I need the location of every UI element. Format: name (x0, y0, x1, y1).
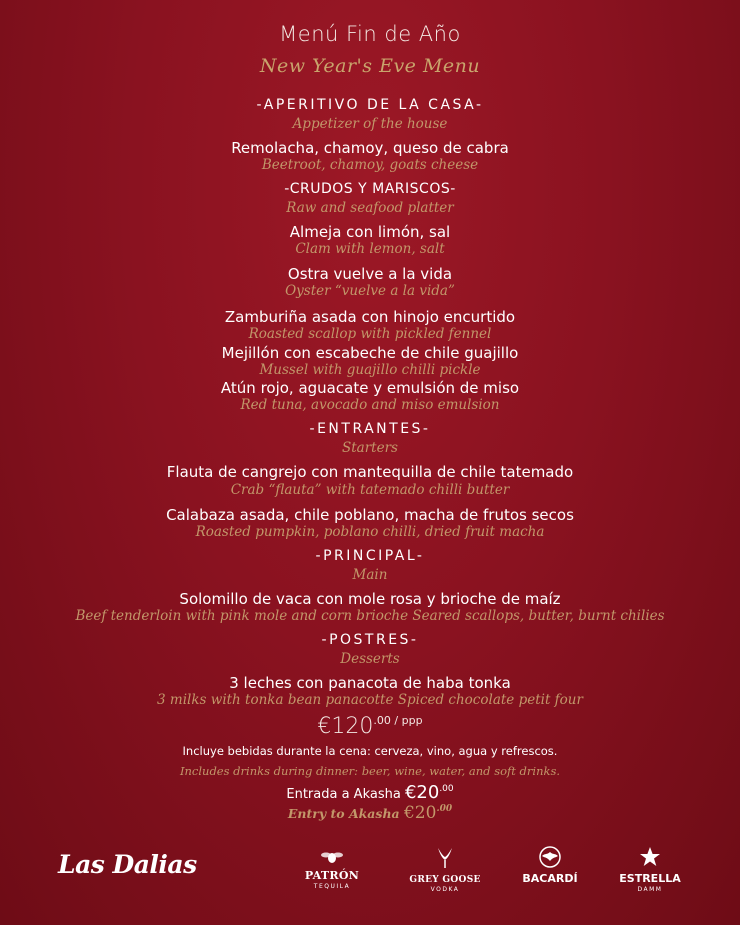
entry-label-en: Entry to Akasha (287, 806, 404, 821)
dish-translation: Clam with lemon, salt (295, 241, 445, 257)
dish-name: Atún rojo, aguacate y emulsión de miso (220, 379, 520, 397)
dish-name: Calabaza asada, chile poblano, macha de frutos secos (166, 506, 574, 524)
estrella-damm-logo (618, 846, 682, 893)
patron-subtitle: TEQUILA (313, 883, 351, 890)
grey-goose-logo (405, 846, 485, 893)
grey-goose-subtitle: VODKA (430, 886, 460, 893)
bacardi-logo (520, 846, 580, 885)
includes-note-es: Incluye bebidas durante la cena: cerveza, vino, agua y refrescos. (182, 744, 558, 758)
entry-cents-en: .00 (436, 804, 453, 814)
section-subheading-principal: Main (352, 567, 388, 583)
includes-note-en: Includes drinks during dinner: beer, wine, water, and soft drinks. (179, 764, 561, 778)
menu-title-en: New Year's Eve Menu (259, 55, 481, 77)
entry-price-es (0, 782, 740, 803)
patron-wordmark: PATRÓN (304, 869, 360, 882)
patron-logo (292, 850, 372, 890)
section-subheading-postres: Desserts (340, 651, 400, 667)
section-heading-entrantes: -ENTRANTES- (309, 421, 431, 437)
dish-translation: Beef tenderloin with pink mole and corn brioche Seared scallops, butter, burnt chilies (75, 608, 665, 624)
dish-name: Ostra vuelve a la vida (287, 265, 453, 283)
bacardi-wordmark: BACARDÍ (522, 872, 578, 885)
section-subheading-aperitivo: Appetizer of the house (292, 116, 448, 132)
price-cents: .00 (373, 714, 391, 727)
section-heading-crudos: -CRUDOS Y MARISCOS- (284, 181, 456, 197)
dish-name: Zamburiña asada con hinojo encurtido (224, 308, 516, 326)
estrella-subtitle: DAMM (637, 886, 663, 893)
section-heading-aperitivo: -APERITIVO DE LA CASA- (256, 97, 484, 113)
menu-title-es: Menú Fin de Año (279, 22, 461, 46)
dish-translation: Roasted scallop with pickled fennel (248, 326, 492, 342)
entry-amount-en: €20 (403, 803, 437, 823)
dish-translation: Mussel with guajillo chilli pickle (259, 362, 481, 378)
goose-icon (434, 846, 456, 870)
menu-price (0, 714, 740, 739)
section-heading-principal: -PRINCIPAL- (315, 548, 425, 564)
dish-translation: Oyster “vuelve a la vida” (285, 283, 455, 299)
dish-translation: Roasted pumpkin, poblano chilli, dried fruit macha (195, 524, 545, 540)
dish-name: Flauta de cangrejo con mantequilla de chile tatemado (166, 463, 574, 481)
dish-name: Almeja con limón, sal (289, 223, 451, 241)
dish-name: Mejillón con escabeche de chile guajillo (221, 344, 519, 362)
entry-price-en (0, 803, 740, 823)
dish-name: Remolacha, chamoy, queso de cabra (231, 139, 509, 157)
bee-icon (321, 850, 343, 864)
sponsor-logos (0, 840, 740, 910)
dish-translation: Crab “flauta” with tatemado chilli butter (230, 482, 510, 498)
star-icon (639, 846, 661, 868)
section-subheading-crudos: Raw and seafood platter (286, 200, 454, 216)
grey-goose-wordmark: GREY GOOSE (409, 875, 481, 885)
dish-translation: 3 milks with tonka bean panacotte Spiced chocolate petit four (157, 692, 583, 708)
dish-translation: Beetroot, chamoy, goats cheese (261, 157, 479, 173)
entry-label-es: Entrada a Akasha (286, 787, 405, 802)
price-amount: €120 (317, 714, 374, 739)
bat-icon (538, 846, 562, 868)
section-heading-postres: -POSTRES- (321, 632, 419, 648)
entry-cents: .00 (439, 784, 454, 794)
entry-amount: €20 (404, 782, 440, 803)
dish-translation: Red tuna, avocado and miso emulsion (240, 397, 500, 413)
dish-name: Solomillo de vaca con mole rosa y brioche de maíz (179, 590, 561, 608)
price-unit: / ppp (390, 714, 423, 727)
las-dalias-logo: Las Dalias (58, 850, 197, 879)
estrella-wordmark: ESTRELLA (619, 872, 681, 885)
dish-name: 3 leches con panacota de haba tonka (229, 674, 511, 692)
section-subheading-entrantes: Starters (342, 440, 398, 456)
